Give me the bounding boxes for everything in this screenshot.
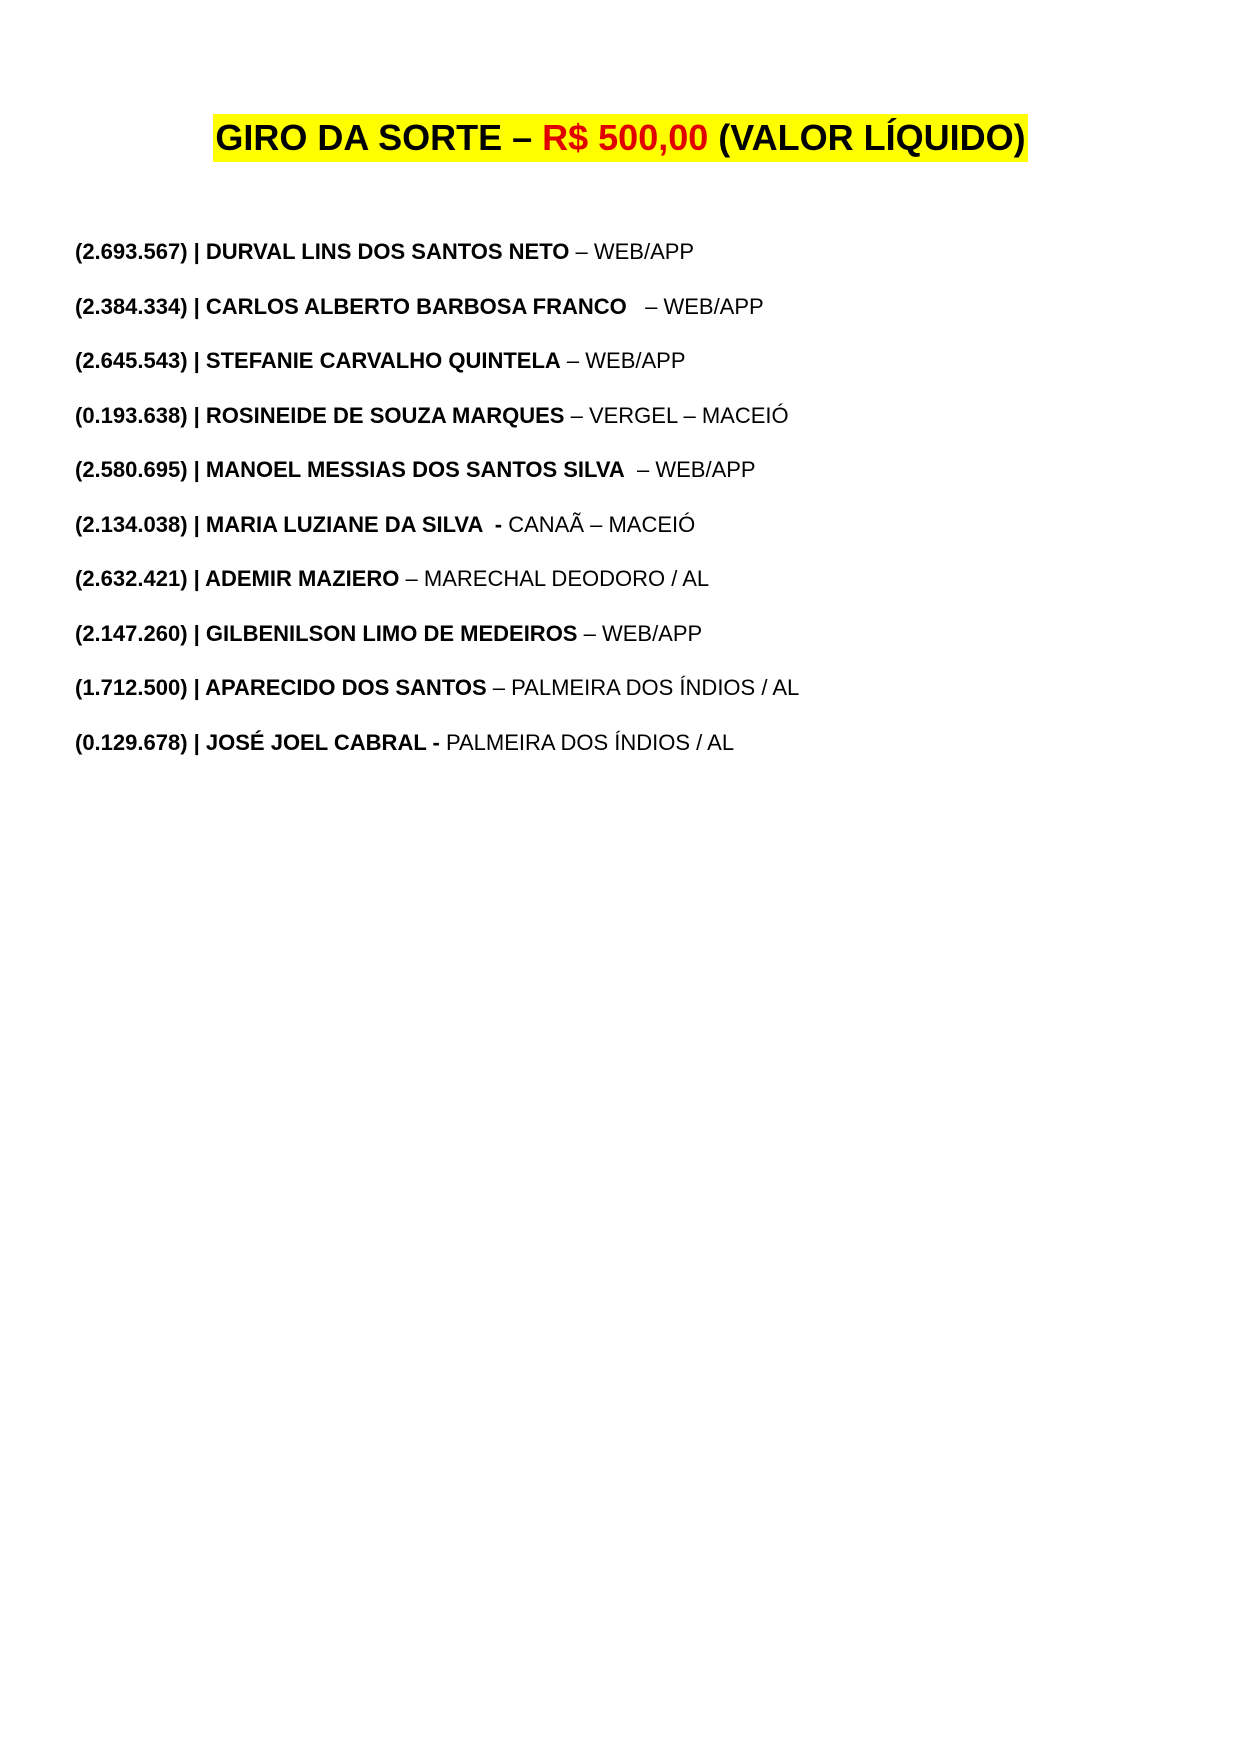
winner-code: (2.134.038) | [75,511,206,537]
winner-separator: – [577,620,602,646]
winner-location: PALMEIRA DOS ÍNDIOS / AL [511,675,800,700]
list-item [75,289,1175,344]
winner-location: MARECHAL DEODORO / AL [423,566,710,591]
list-item [75,343,1175,398]
winner-location: WEB/APP [601,620,703,646]
winner-location: CANAÃ – MACEIÓ [508,511,696,537]
winner-location: WEB/APP [585,348,686,373]
title-prefix: GIRO DA SORTE – [215,117,543,158]
winner-separator: – [569,239,594,264]
list-item [75,561,1175,616]
winners-list [75,234,1175,779]
list-item [75,670,1175,725]
list-item [75,234,1175,289]
winner-location: WEB/APP [655,457,756,482]
winner-separator: – [564,402,589,428]
winner-name: ADEMIR MAZIERO [205,566,400,591]
winner-code: (2.693.567) | [75,239,206,264]
winner-name: JOSÉ JOEL CABRAL - [205,729,440,755]
list-item [75,452,1175,507]
winner-location: PALMEIRA DOS ÍNDIOS / AL [445,729,735,755]
winner-separator: – [626,293,664,319]
winner-code: (2.580.695) | [75,457,206,482]
winner-code: (2.632.421) | [75,566,206,591]
list-item [75,616,1175,671]
winner-code: (0.129.678) | [75,729,206,755]
winner-location: WEB/APP [593,239,695,264]
winner-separator: – [560,348,586,373]
page-title [213,114,1027,162]
list-item [75,507,1175,562]
winner-separator: – [624,457,656,482]
winner-name: STEFANIE CARVALHO QUINTELA [205,348,561,373]
title-amount: R$ 500,00 [542,117,709,158]
winner-code: (2.384.334) | [75,293,206,319]
winner-name: CARLOS ALBERTO BARBOSA FRANCO [205,293,627,319]
list-item [75,398,1175,453]
winner-location: WEB/APP [663,293,764,319]
winner-name: GILBENILSON LIMO DE MEDEIROS [205,620,578,646]
winner-location: VERGEL – MACEIÓ [588,402,789,428]
winner-code: (2.645.543) | [75,348,206,373]
winner-code: (1.712.500) | [75,675,206,700]
winner-name: ROSINEIDE DE SOUZA MARQUES [205,402,565,428]
list-item [75,725,1175,780]
winner-separator: – [486,675,512,700]
winner-code: (0.193.638) | [75,402,206,428]
title-container [0,114,1241,162]
title-suffix: (VALOR LÍQUIDO) [708,117,1026,158]
winner-name: MANOEL MESSIAS DOS SANTOS SILVA [205,457,625,482]
winner-separator: – [399,566,424,591]
winner-name: DURVAL LINS DOS SANTOS NETO [205,239,570,264]
winner-name: APARECIDO DOS SANTOS [205,675,487,700]
winner-code: (2.147.260) | [75,620,206,646]
winner-name: MARIA LUZIANE DA SILVA - [205,511,503,537]
